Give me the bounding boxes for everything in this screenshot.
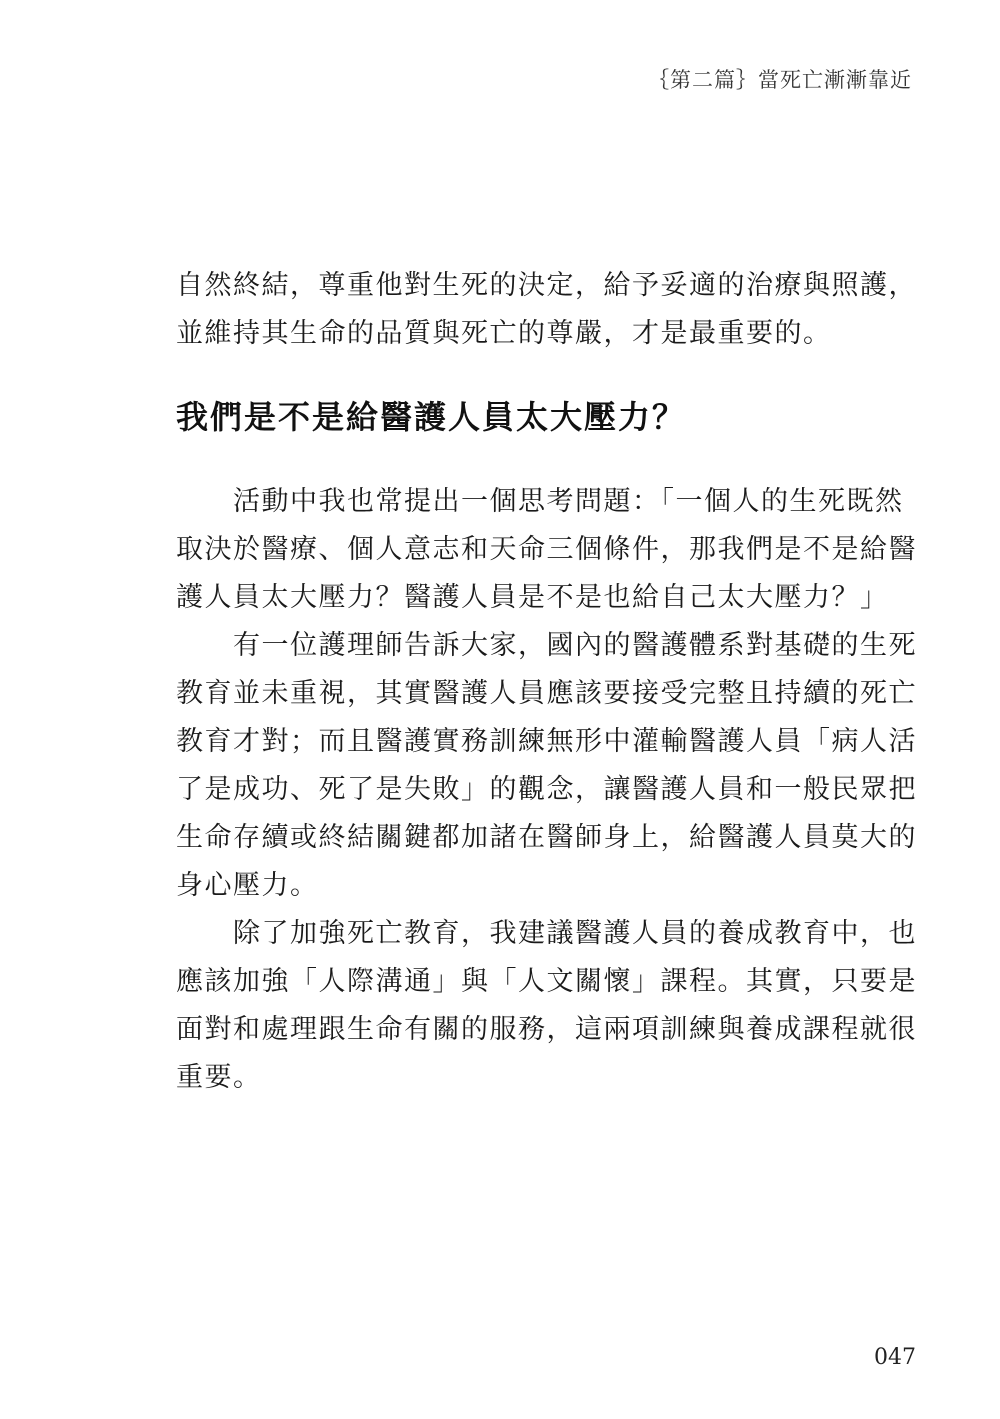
running-header: ｛第二篇｝當死亡漸漸靠近 <box>648 68 912 92</box>
text-line: 教育才對；而且醫護實務訓練無形中灌輸醫護人員「病人活 <box>176 726 917 757</box>
text-line: 自然終結，尊重他對生死的決定，給予妥適的治療與照護， <box>176 270 917 301</box>
body-text <box>176 478 917 1102</box>
text-line: 了是成功、死了是失敗」的觀念，讓醫護人員和一般民眾把 <box>176 774 917 805</box>
paragraph <box>176 478 917 622</box>
text-line: 生命存續或終結關鍵都加諸在醫師身上，給醫護人員莫大的 <box>176 822 917 853</box>
paragraph <box>176 622 917 910</box>
text-line: 教育並未重視，其實醫護人員應該要接受完整且持續的死亡 <box>176 678 917 709</box>
text-line: 有一位護理師告訴大家，國內的醫護體系對基礎的生死 <box>176 630 917 661</box>
text-line: 護人員太大壓力？醫護人員是不是也給自己太大壓力？」 <box>176 582 889 613</box>
text-line: 身心壓力。 <box>176 870 319 901</box>
text-line: 應該加強「人際溝通」與「人文關懷」課程。其實，只要是 <box>176 966 917 997</box>
text-line: 面對和處理跟生命有關的服務，這兩項訓練與養成課程就很 <box>176 1014 917 1045</box>
text-line: 並維持其生命的品質與死亡的尊嚴，才是最重要的。 <box>176 318 832 349</box>
paragraph <box>176 910 917 1102</box>
page-number: 047 <box>874 1345 916 1370</box>
text-line: 重要。 <box>176 1062 262 1093</box>
text-line: 取決於醫療、個人意志和天命三個條件，那我們是不是給醫 <box>176 534 917 565</box>
text-line: 除了加強死亡教育，我建議醫護人員的養成教育中，也 <box>176 918 917 949</box>
continued-paragraph <box>176 262 917 358</box>
section-heading: 我們是不是給醫護人員太大壓力？ <box>176 398 687 436</box>
text-line: 活動中我也常提出一個思考問題：「一個人的生死既然 <box>176 486 904 517</box>
